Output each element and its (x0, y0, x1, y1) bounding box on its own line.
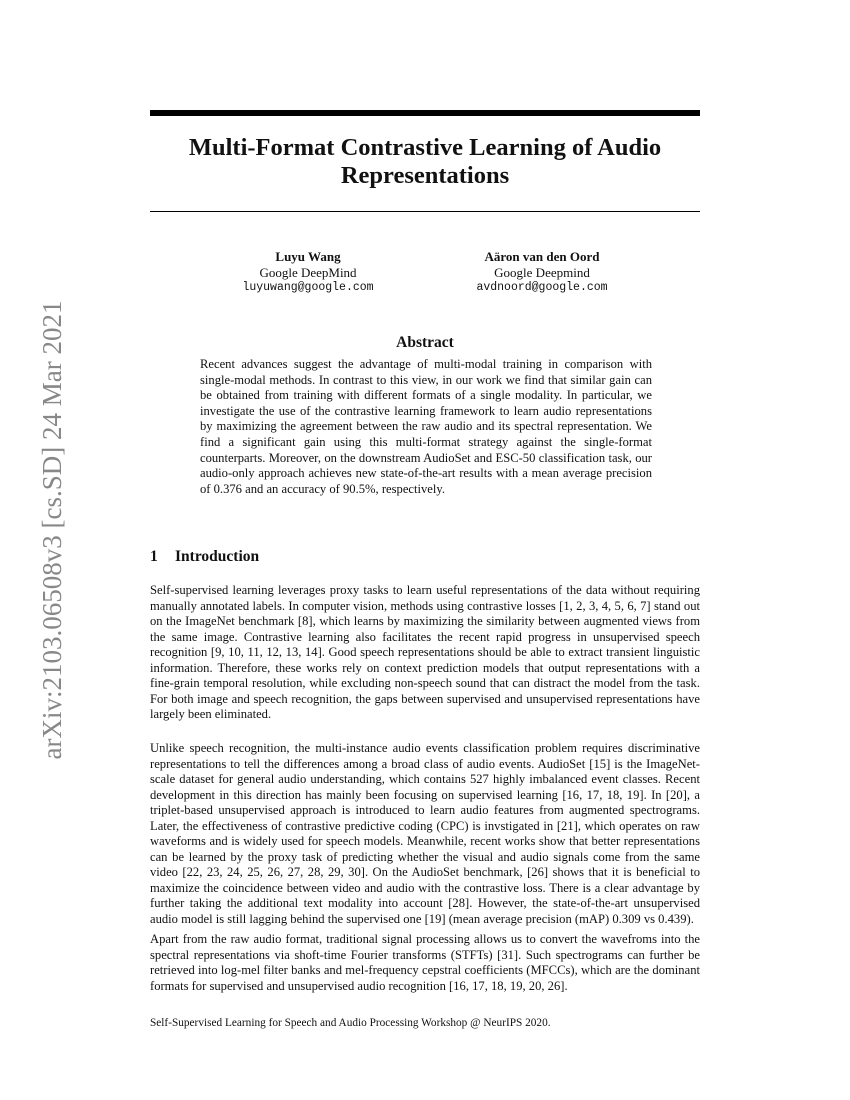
paper-title: Multi-Format Contrastive Learning of Audio Representations (188, 134, 662, 189)
author-name: Luyu Wang (275, 249, 341, 264)
arxiv-identifier: arXiv:2103.06508v3 [cs.SD] 24 Mar 2021 (37, 300, 67, 760)
author-email: avdnoord@google.com (476, 281, 608, 294)
workshop-footnote: Self-Supervised Learning for Speech and Audio Processing Workshop @ NeurIPS 2020. (150, 1017, 551, 1029)
author-name: Aäron van den Oord (484, 249, 600, 264)
author-block-1 (228, 249, 388, 296)
author-block-2 (452, 249, 632, 296)
intro-paragraph-3: Apart from the raw audio format, traditional signal processing allows us to convert the wavefroms into the spectral representations via shoft-time Fourier transforms (STFTs) [31]. Such spectrograms can further be retrieved into log-mel filter banks and mel-frequency cepstral coefficients (MFCCs), which are the dominant formats for supervised and unsupervised audio recognition [16, 17, 18, 19, 20, 26]. (150, 932, 700, 993)
abstract-heading: Abstract (396, 334, 454, 351)
author-email: luyuwang@google.com (242, 281, 374, 294)
section-title: Introduction (175, 548, 260, 565)
intro-paragraph-1: Self-supervised learning leverages proxy tasks to learn useful representations of the data without requiring manually annotated labels. In computer vision, methods using contrastive losses [1, 2, 3, 4, 5, 6, 7] stand out on the ImageNet benchmark [8], which learns by maximizing the similarity between augmented views from the same image. Contrastive learning also facilitates the recent rapid progress in unsupervised speech recognition [9, 10, 11, 12, 13, 14]. Good speech representations should be able to extract transient linguistic information. Therefore, these works rely on context prediction models that output representations with a fine-grain temporal resolution, while excluding non-speech sound that can distract the model from the task. For both image and speech recognition, the gaps between supervised and unsupervised representations have largely been eliminated. (150, 583, 700, 722)
section-number: 1 (150, 548, 158, 565)
title-top-rule (150, 110, 700, 116)
abstract-text: Recent advances suggest the advantage of multi-modal training in comparison with single-modal methods. In contrast to this view, in our work we find that similar gain can be obtained from training with different formats of a single modality. In particular, we investigate the use of the contrastive learning framework to learn audio representations by maximizing the agreement between the raw audio and its spectral representation. We find a significant gain using this multi-format strategy against the single-format counterparts. Moreover, on the downstream AudioSet and ESC-50 classification task, our audio-only approach achieves new state-of-the-art results with a mean average precision of 0.376 and an accuracy of 90.5%, respectively. (200, 357, 652, 496)
title-bottom-rule (150, 211, 700, 212)
author-affiliation: Google Deepmind (494, 264, 590, 280)
author-affiliation: Google DeepMind (259, 264, 357, 280)
intro-paragraph-2: Unlike speech recognition, the multi-instance audio events classification problem requires discriminative representations to tell the differences among a broad class of audio events. AudioSet [15] is the ImageNet-scale dataset for general audio understanding, which contains 527 highly imbalanced event classes. Recent development in this direction has mainly been focusing on supervised learning [16, 17, 18, 19]. In [20], a triplet-based unsupervised approach is introduced to learn audio features from augmented spectrograms. Later, the effectiveness of contrastive predictive coding (CPC) is invstigated in [21], which operates on raw waveforms and is widely used for speech models. Meanwhile, recent works show that better representations can be learned by the proxy task of predicting whether the visual and audio signals come from the same video [22, 23, 24, 25, 26, 27, 28, 29, 30]. On the AudioSet benchmark, [26] shows that it is beneficial to maximize the coincidence between video and audio with the contrastive loss. There is a clear advantage by further taking the additional text modality into account [28]. However, the state-of-the-art unsupervised audio model is still lagging behind the supervised one [19] (mean average precision (mAP) 0.309 vs 0.439). (150, 741, 700, 927)
section-heading (150, 548, 259, 566)
